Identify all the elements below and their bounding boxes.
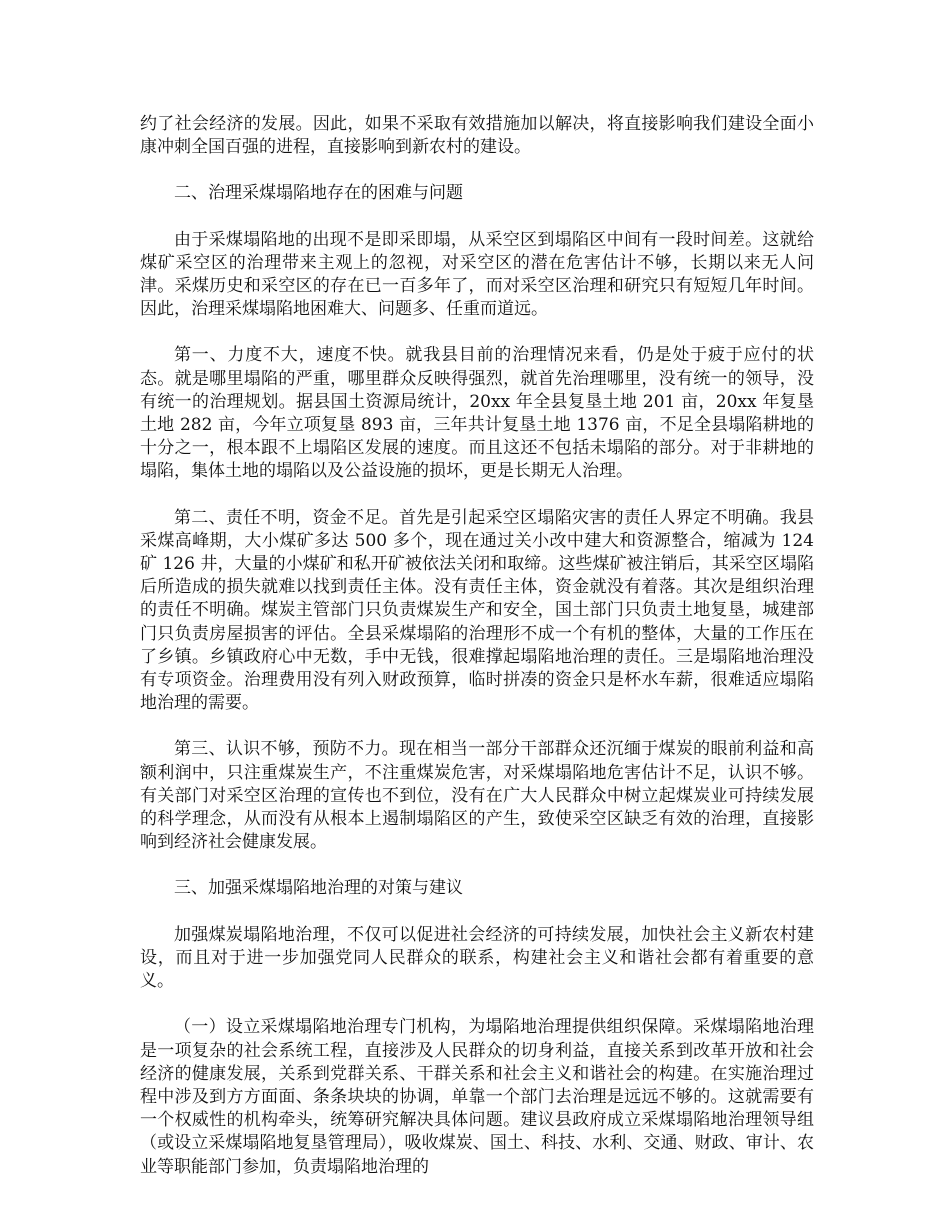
paragraph-continuation: 约了社会经济的发展。因此，如果不采取有效措施加以解决，将直接影响我们建设全面小康冲刺全国百强的进程，直接影响到新农村的建设。 (140, 114, 814, 158)
paragraph-third-point: 第三、认识不够，预防不力。现在相当一部分干部群众还沉缅于煤炭的眼前利益和高额利润中，只注重煤炭生产，不注重煤炭危害，对采煤塌陷地危害估计不足，认识不够。有关部门对采空区治理的宣传也不到位，没有在广大人民群众中树立起煤炭业可持续发展的科学理念，从而没有从根本上遏制塌陷区的产生，致使采空区缺乏有效的治理，直接影响到经济社会健康发展。 (140, 739, 814, 853)
paragraph-subsection-1: （一）设立采煤塌陷地治理专门机构，为塌陷地治理提供组织保障。采煤塌陷地治理是一项复杂的社会系统工程，直接涉及人民群众的切身利益，直接关系到改革开放和社会经济的健康发展，关系到党群关系、干群关系和社会主义和谐社会的构建。在实施治理过程中涉及到方方面面、条条块块的协调，单靠一个部门去治理是远远不够的。这就需要有一个权威性的机构牵头，统筹研究解决具体问题。建议县政府成立采煤塌陷地治理领导组（或设立采煤塌陷地复垦管理局），吸收煤炭、国土、科技、水利、交通、财政、审计、农业等职能部门参加，负责塌陷地治理的 (140, 1017, 814, 1177)
paragraph-first-point: 第一、力度不大，速度不快。就我县目前的治理情况来看，仍是处于疲于应付的状态。就是哪里塌陷的严重，哪里群众反映得强烈，就首先治理哪里，没有统一的领导，没有统一的治理规划。据县国土资源局统计，20xx 年全县复垦土地 201 亩，20xx 年复垦土地 282 亩，今年立项复垦 893 亩，三年共计复垦土地 1376 亩，不足全县塌陷耕地的十分之一，根本跟不上塌陷区发展的速度。而且这还不包括未塌陷的部分。对于非耕地的塌陷，集体土地的塌陷以及公益设施的损坏，更是长期无人治理。 (140, 345, 814, 482)
paragraph-second-point: 第二、责任不明，资金不足。首先是引起采空区塌陷灾害的责任人界定不明确。我县采煤高峰期，大小煤矿多达 500 多个，现在通过关小改中建大和资源整合，缩减为 124 矿 126 井，大量的小煤矿和私开矿被依法关闭和取缔。这些煤矿被注销后，其采空区塌陷后所造成的损失就难以找到责任主体。没有责任主体，资金就没有着落。其次是组织治理的责任不明确。煤炭主管部门只负责煤炭生产和安全，国土部门只负责土地复垦，城建部门只负责房屋损害的评估。全县采煤塌陷的治理形不成一个有机的整体，大量的工作压在了乡镇。乡镇政府心中无数，手中无钱，很难撑起塌陷地治理的责任。三是塌陷地治理没有专项资金。治理费用没有列入财政预算，临时拼凑的资金只是杯水车薪，很难适应塌陷地治理的需要。 (140, 507, 814, 714)
section-heading-3: 三、加强采煤塌陷地治理的对策与建议 (174, 878, 463, 899)
section-heading-2: 二、治理采煤塌陷地存在的困难与问题 (174, 183, 463, 204)
paragraph: 加强煤炭塌陷地治理，不仅可以促进社会经济的可持续发展，加快社会主义新农村建设，而且对于进一步加强党同人民群众的联系，构建社会主义和谐社会都有着重要的意义。 (140, 924, 814, 992)
paragraph: 由于采煤塌陷地的出现不是即采即塌，从采空区到塌陷区中间有一段时间差。这就给煤矿采空区的治理带来主观上的忽视，对采空区的潜在危害估计不够，长期以来无人问津。采煤历史和采空区的存在已一百多年了，而对采空区治理和研究只有短短几年时间。因此，治理采煤塌陷地困难大、问题多、任重而道远。 (140, 229, 814, 320)
